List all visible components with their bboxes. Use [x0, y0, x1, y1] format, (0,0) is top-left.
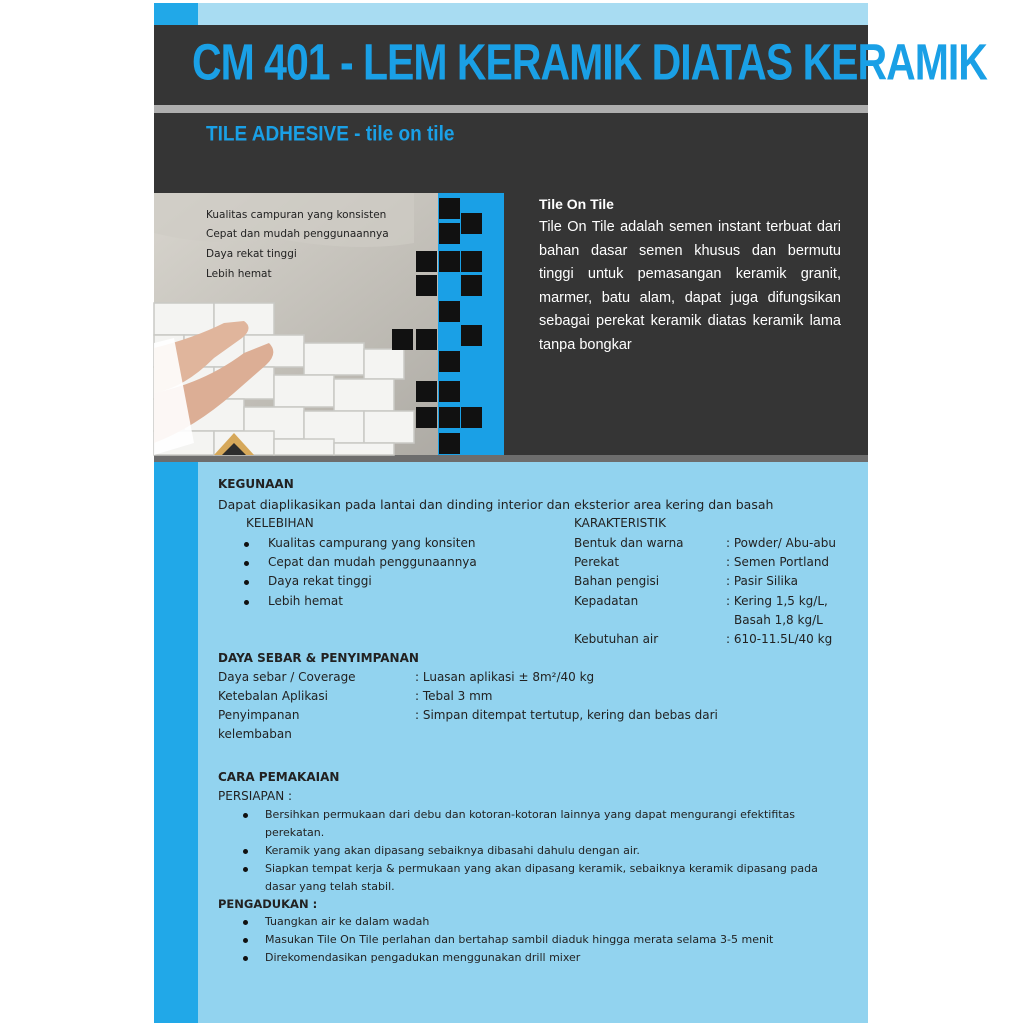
- deco-square: [416, 407, 437, 428]
- karakteristik-value: : 610-11.5L/40 kg: [726, 632, 833, 646]
- deco-square: [392, 329, 413, 350]
- karakteristik-value: : Kering 1,5 kg/L,: [726, 594, 828, 608]
- header-bottom-divider: [154, 455, 868, 462]
- photo-feature: Daya rekat tinggi: [206, 248, 297, 260]
- karakteristik-label: Perekat: [574, 555, 620, 569]
- daya-sebar-label: Penyimpanan: [218, 708, 300, 722]
- bullet: [243, 938, 248, 943]
- title-divider: [154, 105, 868, 113]
- daya-sebar-heading: DAYA SEBAR & PENYIMPANAN: [218, 651, 419, 665]
- deco-square: [461, 325, 482, 346]
- pengadukan-item: Tuangkan air ke dalam wadah: [265, 915, 430, 928]
- page-subtitle: TILE ADHESIVE - tile on tile: [206, 123, 455, 147]
- kelebihan-heading: KELEBIHAN: [246, 516, 314, 530]
- persiapan-item: Bersihkan permukaan dari debu dan kotoran-kotoran lainnya yang dapat mengurangi efektifitas: [265, 808, 796, 821]
- deco-square: [439, 301, 460, 322]
- karakteristik-value: Basah 1,8 kg/L: [734, 613, 823, 627]
- deco-square: [439, 198, 460, 219]
- deco-square: [461, 213, 482, 234]
- bullet: [244, 542, 249, 547]
- kelebihan-item: Lebih hemat: [268, 594, 343, 608]
- persiapan-item-continuation: dasar yang telah stabil.: [265, 880, 395, 893]
- bullet: [244, 600, 249, 605]
- photo-feature: Cepat dan mudah penggunaannya: [206, 228, 389, 240]
- kelebihan-item: Cepat dan mudah penggunaannya: [268, 555, 477, 569]
- description-title: Tile On Tile: [539, 196, 614, 212]
- bullet: [244, 561, 249, 566]
- bullet: [243, 920, 248, 925]
- bullet: [243, 813, 248, 818]
- karakteristik-label: Kepadatan: [574, 594, 639, 608]
- daya-sebar-value: : Simpan ditempat tertutup, kering dan bebas dari: [415, 708, 718, 722]
- persiapan-item-continuation: perekatan.: [265, 826, 325, 839]
- karakteristik-value: : Pasir Silika: [726, 574, 798, 588]
- karakteristik-label: Bahan pengisi: [574, 574, 660, 588]
- kelebihan-item: Kualitas campurang yang konsiten: [268, 536, 476, 550]
- persiapan-label: PERSIAPAN :: [218, 789, 293, 803]
- karakteristik-label: Kebutuhan air: [574, 632, 659, 646]
- kegunaan-heading: KEGUNAAN: [218, 477, 294, 491]
- deco-square: [439, 433, 460, 454]
- cara-pemakaian-heading: CARA PEMAKAIAN: [218, 770, 340, 784]
- pengadukan-item: Direkomendasikan pengadukan menggunakan drill mixer: [265, 951, 581, 964]
- karakteristik-heading: KARAKTERISTIK: [574, 516, 667, 530]
- pengadukan-label: PENGADUKAN :: [218, 897, 318, 911]
- description-body: Tile On Tile adalah semen instant terbuat dari bahan dasar semen khusus dan bermutu tinggi untuk pemasangan keramik granit, marmer, batu alam, dapat juga difungsikan sebagai perekat keramik diatas keramik lama tanpa bongkar: [539, 219, 841, 353]
- deco-square: [439, 407, 460, 428]
- kelebihan-item: Daya rekat tinggi: [268, 574, 372, 588]
- karakteristik-value: : Semen Portland: [726, 555, 830, 569]
- daya-sebar-label: Daya sebar / Coverage: [218, 670, 356, 684]
- bullet: [243, 867, 248, 872]
- deco-square: [439, 223, 460, 244]
- kegunaan-text: Dapat diaplikasikan pada lantai dan dinding interior dan eksterior area kering dan basah: [218, 497, 774, 512]
- pengadukan-item: Masukan Tile On Tile perlahan dan bertahap sambil diaduk hingga merata selama 3-5 menit: [265, 933, 774, 946]
- deco-square: [461, 407, 482, 428]
- product-sheet: [154, 3, 987, 1023]
- karakteristik-value: : Powder/ Abu-abu: [726, 536, 836, 550]
- deco-square: [461, 275, 482, 296]
- bullet: [243, 849, 248, 854]
- daya-sebar-value: : Luasan aplikasi ± 8m²/40 kg: [415, 670, 595, 684]
- persiapan-item: Siapkan tempat kerja & permukaan yang akan dipasang keramik, sebaiknya keramik dipasang pada: [265, 862, 818, 875]
- deco-square: [416, 251, 437, 272]
- persiapan-item: Keramik yang akan dipasang sebaiknya dibasahi dahulu dengan air.: [265, 844, 640, 857]
- daya-sebar-value: : Tebal 3 mm: [415, 689, 493, 703]
- deco-square: [416, 381, 437, 402]
- bullet: [243, 956, 248, 961]
- page-title: CM 401 - LEM KERAMIK DIATAS KERAMIK: [192, 33, 987, 91]
- deco-square: [439, 351, 460, 372]
- deco-square: [439, 381, 460, 402]
- bullet: [244, 580, 249, 585]
- photo-feature: Lebih hemat: [206, 268, 272, 280]
- deco-square: [461, 251, 482, 272]
- deco-square: [416, 275, 437, 296]
- photo-feature: Kualitas campuran yang konsisten: [206, 209, 387, 221]
- daya-sebar-label: Ketebalan Aplikasi: [218, 689, 328, 703]
- deco-square: [416, 329, 437, 350]
- daya-sebar-continuation: kelembaban: [218, 727, 292, 741]
- deco-square: [439, 251, 460, 272]
- top-light-band: [198, 3, 868, 25]
- karakteristik-label: Bentuk dan warna: [574, 536, 684, 550]
